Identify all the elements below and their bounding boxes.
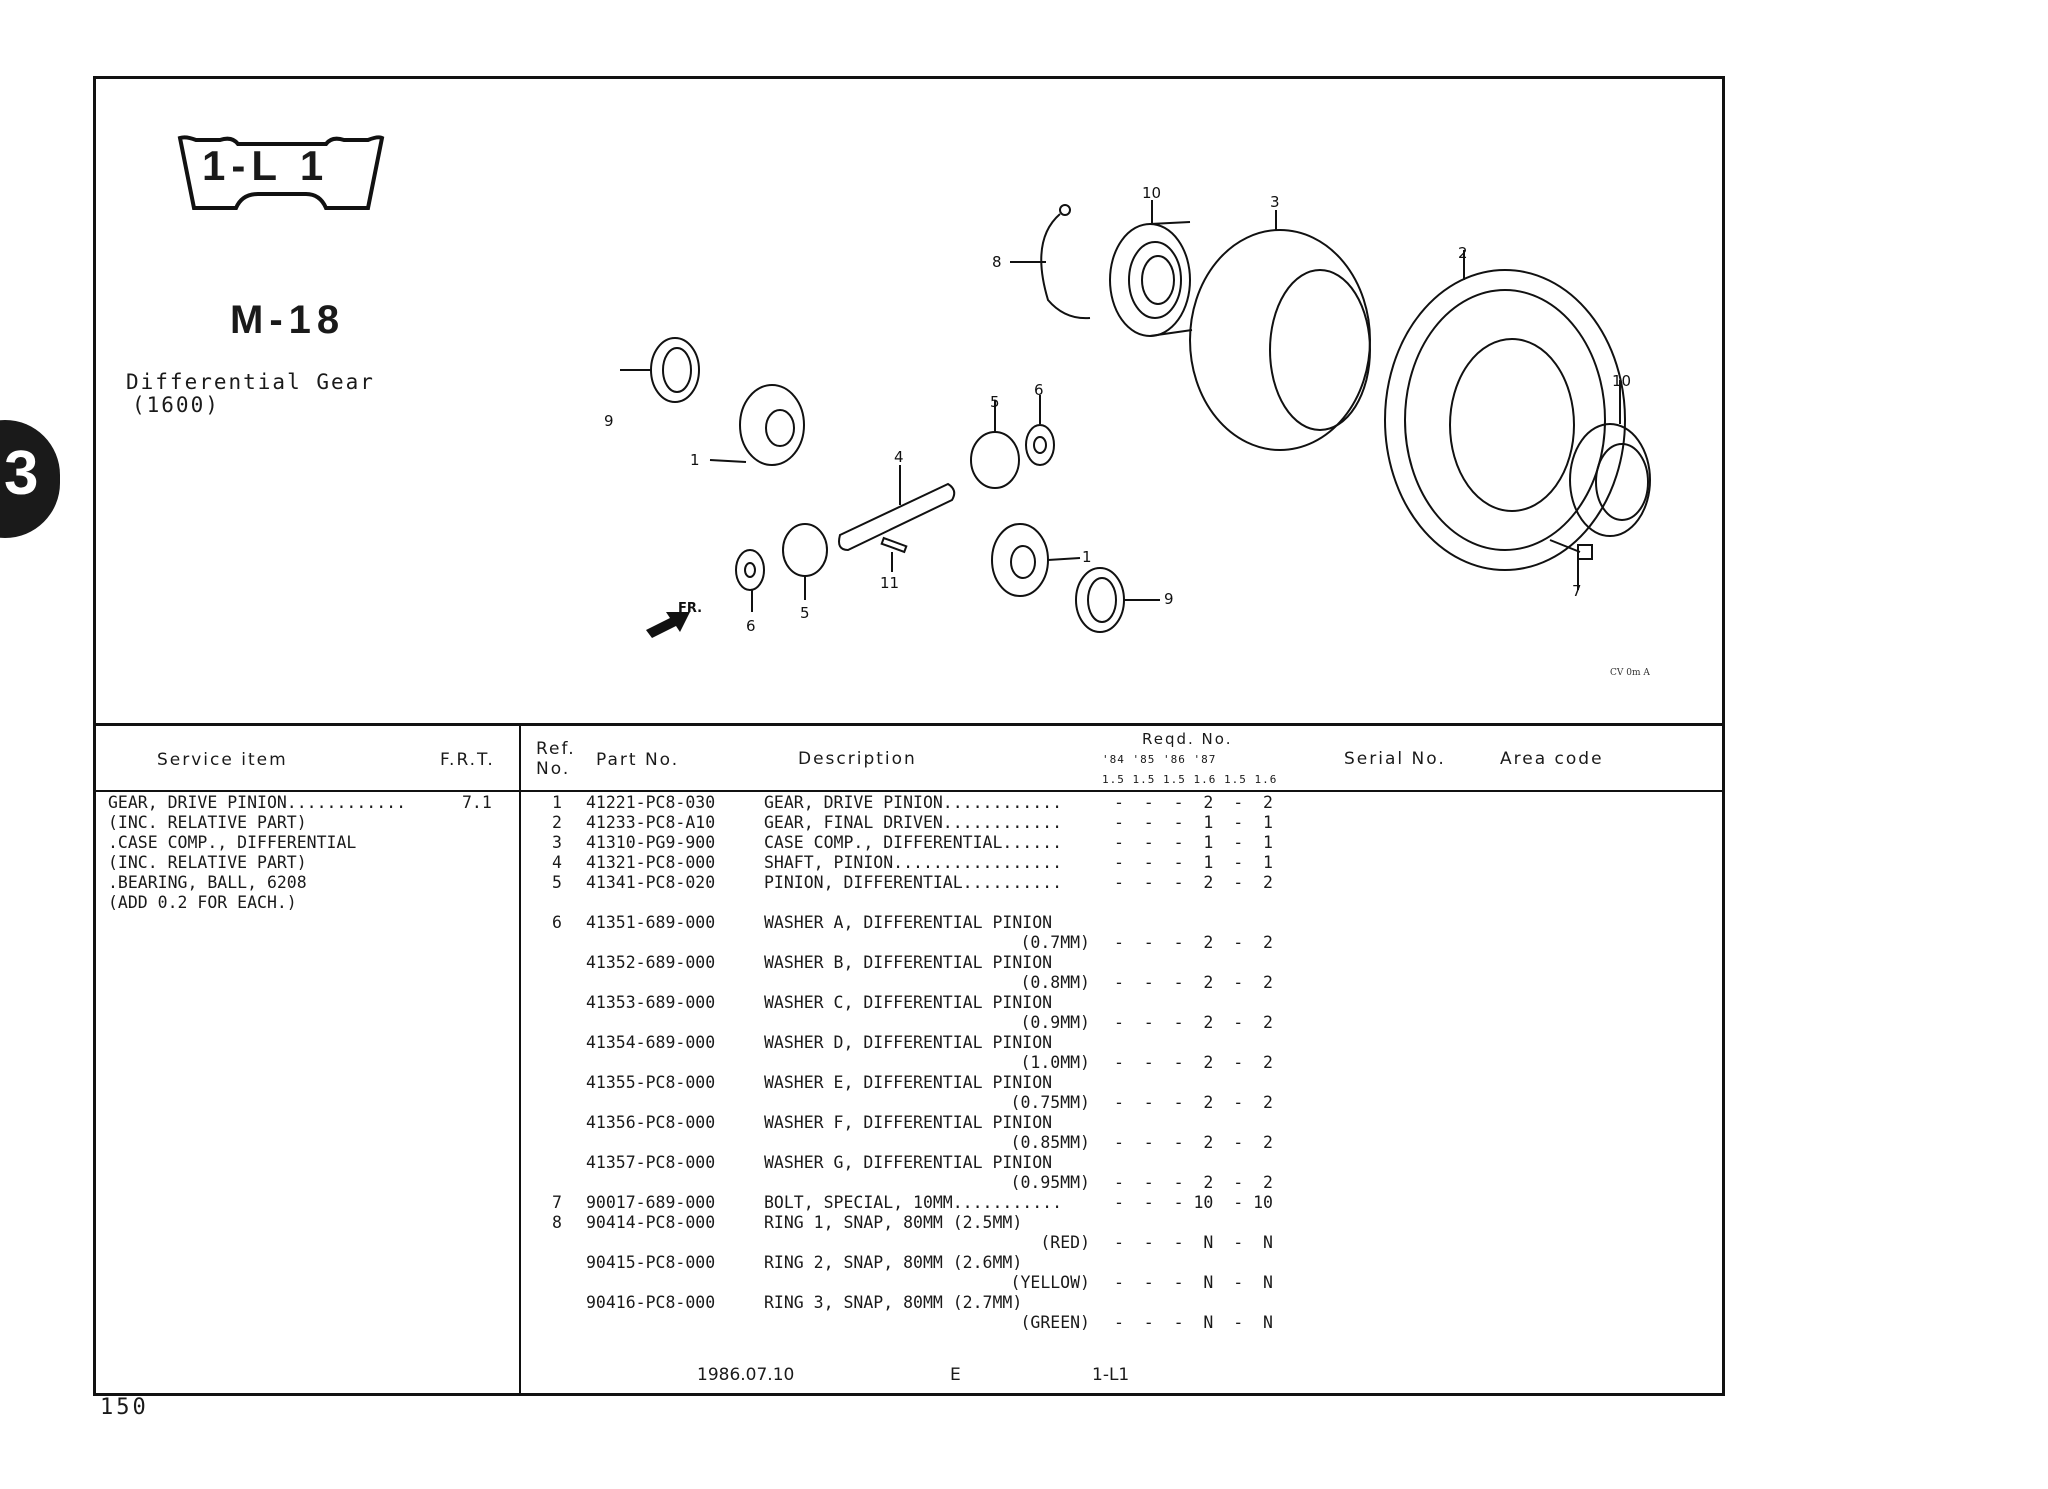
part-no: 41351-689-000 bbox=[586, 913, 716, 932]
description: WASHER F, DIFFERENTIAL PINION bbox=[764, 1113, 1053, 1132]
exploded-diagram bbox=[560, 180, 1680, 680]
description-detail: (0.85MM) bbox=[1010, 1133, 1090, 1152]
part-no: 90017-689-000 bbox=[586, 1193, 716, 1212]
diagram-label: 1 bbox=[690, 451, 700, 469]
header-ref-no-2: No. bbox=[536, 759, 571, 779]
quantity: - - - 2 - 2 bbox=[1114, 933, 1273, 952]
description-detail: (0.7MM) bbox=[1020, 933, 1090, 952]
description: GEAR, FINAL DRIVEN............ bbox=[764, 813, 1063, 832]
ref-no: 7 bbox=[552, 1193, 562, 1212]
bearing-icon bbox=[1110, 224, 1190, 336]
part-no: 41355-PC8-000 bbox=[586, 1073, 716, 1092]
page-number: 150 bbox=[100, 1395, 149, 1420]
quantity: - - - 2 - 2 bbox=[1114, 873, 1273, 892]
table-header-rule bbox=[96, 790, 1722, 792]
description: WASHER A, DIFFERENTIAL PINION bbox=[764, 913, 1053, 932]
diagram-label: 9 bbox=[1164, 590, 1174, 608]
table-top-rule bbox=[93, 723, 1725, 726]
quantity: - - - 10 - 10 bbox=[1114, 1193, 1273, 1212]
final-gear-icon bbox=[1385, 270, 1625, 570]
model-code: M-18 bbox=[230, 298, 346, 342]
diagram-code: CV 0m A bbox=[1610, 668, 1650, 678]
quantity: - - - N - N bbox=[1114, 1233, 1273, 1252]
description-detail: (0.8MM) bbox=[1020, 973, 1090, 992]
diagram-label: 6 bbox=[746, 617, 756, 635]
diagram-label: 3 bbox=[1270, 193, 1280, 211]
diagram-label: 7 bbox=[1572, 582, 1582, 600]
service-item-text: (INC. RELATIVE PART) bbox=[108, 853, 307, 872]
pinion-shaft-icon bbox=[839, 484, 954, 550]
part-no: 90416-PC8-000 bbox=[586, 1293, 716, 1312]
description: PINION, DIFFERENTIAL.......... bbox=[764, 873, 1063, 892]
header-serial-no: Serial No. bbox=[1344, 749, 1446, 769]
quantity: - - - 2 - 2 bbox=[1114, 793, 1273, 812]
quantity: - - - 2 - 2 bbox=[1114, 1133, 1273, 1152]
part-no: 41353-689-000 bbox=[586, 993, 716, 1012]
description: RING 1, SNAP, 80MM (2.5MM) bbox=[764, 1213, 1023, 1232]
group-badge-text: 1-L 1 bbox=[202, 142, 330, 189]
part-no: 41221-PC8-030 bbox=[586, 793, 716, 812]
ref-no: 4 bbox=[552, 853, 562, 872]
diagram-label: 2 bbox=[1458, 244, 1468, 262]
service-item-text: .CASE COMP., DIFFERENTIAL bbox=[108, 833, 357, 852]
quantity: - - - 2 - 2 bbox=[1114, 1053, 1273, 1072]
differential-case-icon bbox=[1190, 230, 1370, 450]
description: WASHER E, DIFFERENTIAL PINION bbox=[764, 1073, 1053, 1092]
diagram-label: 4 bbox=[894, 448, 904, 466]
section-tab-number: 3 bbox=[4, 439, 39, 508]
service-item-frt: 7.1 bbox=[462, 793, 492, 812]
diagram-label: 1 bbox=[1082, 548, 1092, 566]
quantity: - - - 1 - 1 bbox=[1114, 833, 1273, 852]
part-no: 90415-PC8-000 bbox=[586, 1253, 716, 1272]
service-column-rule bbox=[519, 723, 521, 1396]
service-item-text: GEAR, DRIVE PINION............ bbox=[108, 793, 407, 812]
description-detail: (0.75MM) bbox=[1010, 1093, 1090, 1112]
description: GEAR, DRIVE PINION............ bbox=[764, 793, 1063, 812]
description-detail: (1.0MM) bbox=[1020, 1053, 1090, 1072]
page-title: Differential Gear bbox=[126, 370, 375, 394]
diagram-label: 6 bbox=[1034, 381, 1044, 399]
description-detail: (0.9MM) bbox=[1020, 1013, 1090, 1032]
header-service-item: Service item bbox=[157, 750, 288, 770]
ref-no: 8 bbox=[552, 1213, 562, 1232]
description-detail: (RED) bbox=[1040, 1233, 1090, 1252]
ref-no: 5 bbox=[552, 873, 562, 892]
page-subtitle: (1600) bbox=[132, 393, 220, 417]
quantity: - - - 2 - 2 bbox=[1114, 1173, 1273, 1192]
header-reqd-no: Reqd. No. bbox=[1142, 730, 1233, 748]
header-ref-no-1: Ref. bbox=[536, 739, 576, 759]
header-part-no: Part No. bbox=[596, 750, 680, 770]
quantity: - - - 1 - 1 bbox=[1114, 853, 1273, 872]
description-detail: (0.95MM) bbox=[1010, 1173, 1090, 1192]
description: CASE COMP., DIFFERENTIAL...... bbox=[764, 833, 1063, 852]
footer-lang: E bbox=[950, 1365, 961, 1385]
quantity: - - - N - N bbox=[1114, 1313, 1273, 1332]
quantity: - - - 2 - 2 bbox=[1114, 973, 1273, 992]
diagram-label: 10 bbox=[1142, 184, 1162, 202]
service-item-text: (ADD 0.2 FOR EACH.) bbox=[108, 893, 297, 912]
diagram-label: 8 bbox=[992, 253, 1002, 271]
pinion-differential-icon bbox=[971, 432, 1019, 488]
header-area-code: Area code bbox=[1500, 749, 1604, 769]
description: WASHER G, DIFFERENTIAL PINION bbox=[764, 1153, 1053, 1172]
front-arrow-label: FR. bbox=[678, 601, 703, 616]
description: RING 2, SNAP, 80MM (2.6MM) bbox=[764, 1253, 1023, 1272]
snap-ring-icon bbox=[1041, 214, 1090, 318]
bearing-right-icon bbox=[1570, 424, 1650, 536]
description-detail: (YELLOW) bbox=[1010, 1273, 1090, 1292]
footer-code: 1-L1 bbox=[1092, 1365, 1130, 1385]
part-no: 41233-PC8-A10 bbox=[586, 813, 716, 832]
quantity: - - - 1 - 1 bbox=[1114, 813, 1273, 832]
description: WASHER D, DIFFERENTIAL PINION bbox=[764, 1033, 1053, 1052]
ref-no: 3 bbox=[552, 833, 562, 852]
part-no: 41357-PC8-000 bbox=[586, 1153, 716, 1172]
header-frt: F.R.T. bbox=[440, 750, 495, 770]
quantity: - - - 2 - 2 bbox=[1114, 1093, 1273, 1112]
diagram-label: 11 bbox=[880, 574, 900, 592]
footer-date: 1986.07.10 bbox=[697, 1365, 795, 1385]
header-description: Description bbox=[798, 749, 917, 769]
header-sub-years: 1.5 1.5 1.5 1.6 1.5 1.6 bbox=[1102, 773, 1278, 786]
quantity: - - - N - N bbox=[1114, 1273, 1273, 1292]
part-no: 90414-PC8-000 bbox=[586, 1213, 716, 1232]
description: SHAFT, PINION................. bbox=[764, 853, 1063, 872]
part-no: 41310-PG9-900 bbox=[586, 833, 716, 852]
ref-no: 6 bbox=[552, 913, 562, 932]
diagram-label: 5 bbox=[800, 604, 810, 622]
ref-no: 1 bbox=[552, 793, 562, 812]
part-no: 41341-PC8-020 bbox=[586, 873, 716, 892]
ref-no: 2 bbox=[552, 813, 562, 832]
diagram-label: 10 bbox=[1612, 372, 1632, 390]
part-no: 41354-689-000 bbox=[586, 1033, 716, 1052]
description: BOLT, SPECIAL, 10MM........... bbox=[764, 1193, 1063, 1212]
part-no: 41356-PC8-000 bbox=[586, 1113, 716, 1132]
service-item-text: (INC. RELATIVE PART) bbox=[108, 813, 307, 832]
section-tab bbox=[0, 420, 60, 538]
diagram-label: 5 bbox=[990, 393, 1000, 411]
header-years: '84 '85 '86 '87 bbox=[1102, 753, 1217, 766]
description: WASHER C, DIFFERENTIAL PINION bbox=[764, 993, 1053, 1012]
part-no: 41352-689-000 bbox=[586, 953, 716, 972]
description-detail: (GREEN) bbox=[1020, 1313, 1090, 1332]
part-no: 41321-PC8-000 bbox=[586, 853, 716, 872]
description: RING 3, SNAP, 80MM (2.7MM) bbox=[764, 1293, 1023, 1312]
quantity: - - - 2 - 2 bbox=[1114, 1013, 1273, 1032]
diagram-label: 9 bbox=[604, 412, 614, 430]
service-item-text: .BEARING, BALL, 6208 bbox=[108, 873, 307, 892]
description: WASHER B, DIFFERENTIAL PINION bbox=[764, 953, 1053, 972]
